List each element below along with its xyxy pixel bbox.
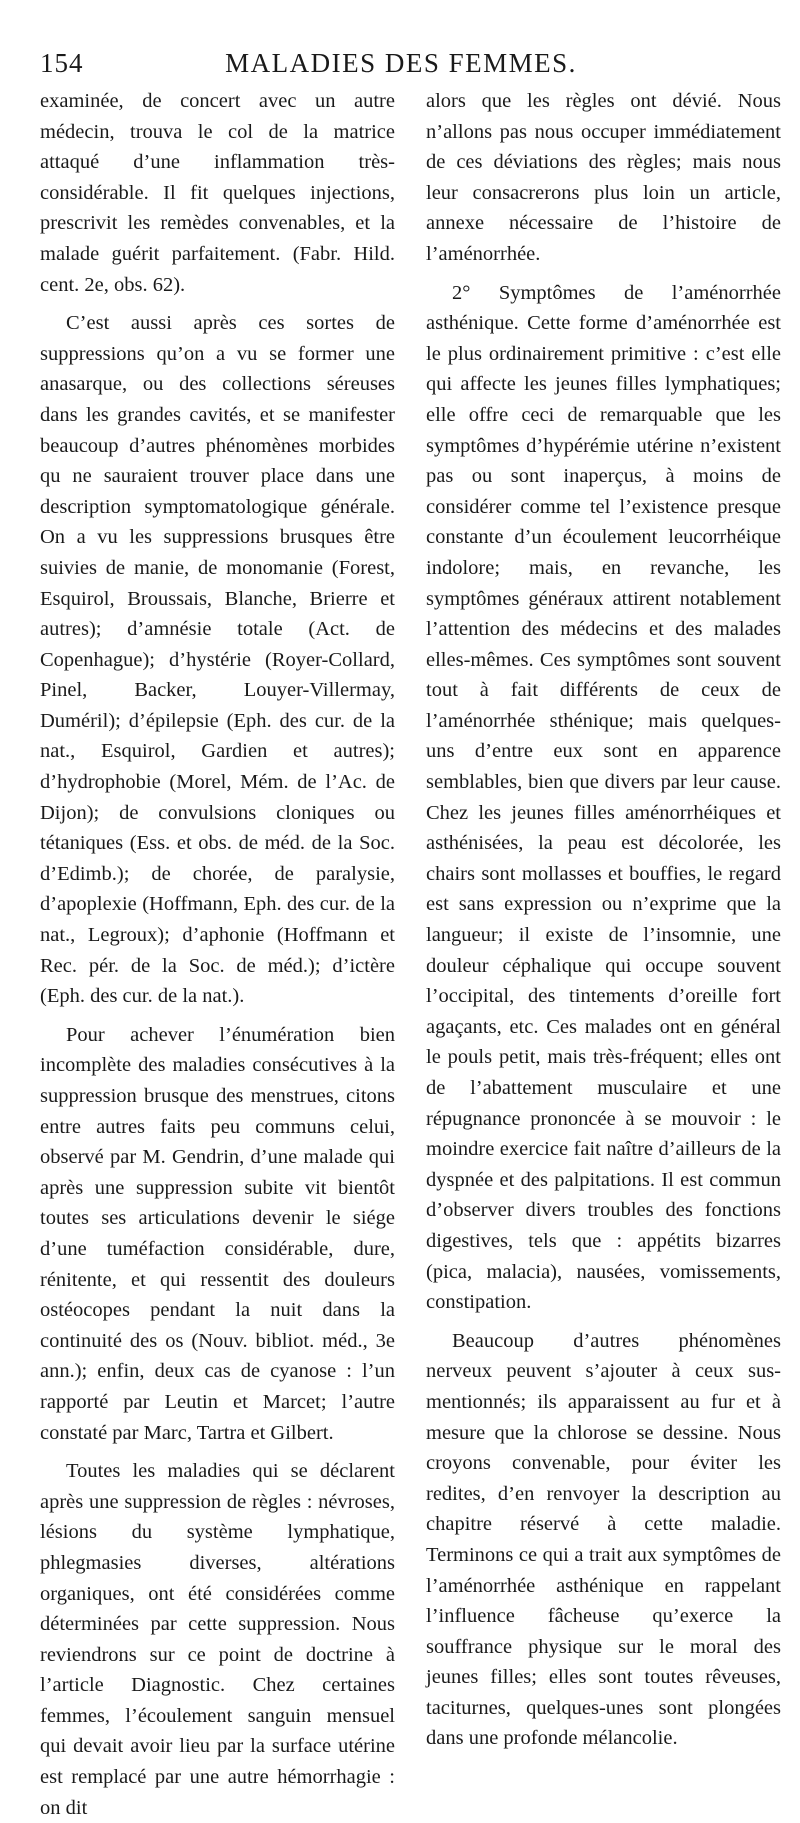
paragraph-continuation: examinée, de concert avec un autre médecin, trouva le col de la matrice attaqué d’une inflammation très-considérable. Il fit quelques injections, prescrivit les remèdes convenables, et la malade guérit parfaitement. (Fabr. Hild. cent. 2e, obs. 62). [40,90,395,296]
paragraph-enumeration: Pour achever l’énumération bien incomplète des maladies consécutives à la suppression brusque des menstrues, citons entre autres faits peu communs celui, observé par M. Gendrin, d’une malade qui après une suppression subite vit bientôt toutes ses articulations devenir le siége d’une tuméfaction considérable, dure, rénitente, et qui ressentit des douleurs ostéocopes pendant la nuit dans la continuité des os (Nouv. bibliot. méd., 3e ann.); enfin, deux cas de cyanose : l’un rapporté par Leutin et Marcet; l’autre constaté par Marc, Tartra et Gilbert. [40,1023,395,1444]
page-header [40,48,762,78]
paragraph-suppressions: C’est aussi après ces sortes de suppressions qu’on a vu se former une anasarque, ou des collections séreuses dans les grandes cavités, et se manifester beaucoup d’autres phénomènes morbides qu ne sauraient trouver place dans une description symptomatologique générale. On a vu les suppressions brusques être suivies de manie, de monomanie (Forest, Esquirol, Broussais, Blanche, Brierre et autres); d’amnésie totale (Act. de Copenhague); d’hystérie (Royer-Collard, Pinel, Backer, Louyer-Villermay, Duméril); d’épilepsie (Eph. des cur. de la nat., Esquirol, Gardien et autres); d’hydrophobie (Morel, Mém. de l’Ac. de Dijon); de convulsions cloniques ou tétaniques (Ess. et obs. de méd. de la Soc. d’Edimb.); de chorée, de paralysie, d’apoplexie (Hoffmann, Eph. des cur. de la nat., Legroux); d’aphonie (Hoffmann et Rec. pér. de la Soc. de méd.); d’ictère (Eph. des cur. de la nat.). [40,312,395,1008]
paragraph-deviation: alors que les règles ont dévié. Nous n’allons pas nous occuper immédiatement de ces déviations des règles; mais nous leur consacrerons plus loin un article, annexe nécessaire de l’histoire de l’aménorrhée. [426,90,781,265]
page-number: 154 [40,48,84,78]
running-title: MALADIES DES FEMMES. [225,48,577,78]
left-column [40,86,395,1823]
paragraph-consecutive-diseases: Toutes les maladies qui se déclarent après une suppression de règles : névroses, lésions du système lymphatique, phlegmasies diverses, altérations organiques, ont été considérées comme déterminées par cette suppression. Nous reviendrons sur ce point de doctrine à l’article Diagnostic. Chez certaines femmes, l’écoulement sanguin mensuel qui devait avoir lieu par la surface utérine est remplacé par une autre hémorrhagie : on dit [40,1460,395,1819]
column-gutter [410,88,411,1268]
right-column [426,86,781,1754]
paragraph-asthenic-symptoms: 2° Symptômes de l’aménorrhée asthénique. Cette forme d’aménorrhée est le plus ordinairement primitive : c’est elle qui affecte les jeunes filles lymphatiques; elle offre ceci de remarquable que les symptômes d’hypérémie utérine n’existent pas ou sont inaperçus, à moins de considérer comme tel l’existence presque constante d’un écoulement leucorrhéique indolore; mais, en revanche, les symptômes généraux attirent notablement l’attention des médecins et des malades elles-mêmes. Ces symptômes sont souvent tout à fait différents de ceux de l’aménorrhée sthénique; mais quelques-uns d’entre eux sont en apparence semblables, bien que divers par leur cause. Chez les jeunes filles aménorrhéiques et asthénisées, la peau est décolorée, les chairs sont mollasses et bouffies, le regard est sans expression ou n’exprime que la langueur; il existe de l’insomnie, une douleur céphalique qui occupe souvent l’occipital, des tintements d’oreille fort agaçants, etc. Ces malades ont en général le pouls petit, mais très-fréquent; elles ont de l’abattement musculaire et une répugnance prononcée à se mouvoir : le moindre exercice fait naître d’ailleurs de la dyspnée et des palpitations. Il est commun d’observer divers troubles des fonctions digestives, tels que : appétits bizarres (pica, malacia), nausées, vomissements, constipation. [426,281,781,1314]
paragraph-nervous-phenomena: Beaucoup d’autres phénomènes nerveux peuvent s’ajouter à ceux sus-mentionnés; ils apparaissent au fur et à mesure que la chlorose se dessine. Nous croyons convenable, pour éviter les redites, d’en renvoyer la description au chapitre réservé à cette maladie. Terminons ce qui a trait aux symptômes de l’aménorrhée asthénique en rappelant l’influence fâcheuse qu’exerce la souffrance physique sur le moral des jeunes filles; elles sont toutes rêveuses, taciturnes, quelques-unes sont plongées dans une profonde mélancolie. [426,1329,781,1750]
